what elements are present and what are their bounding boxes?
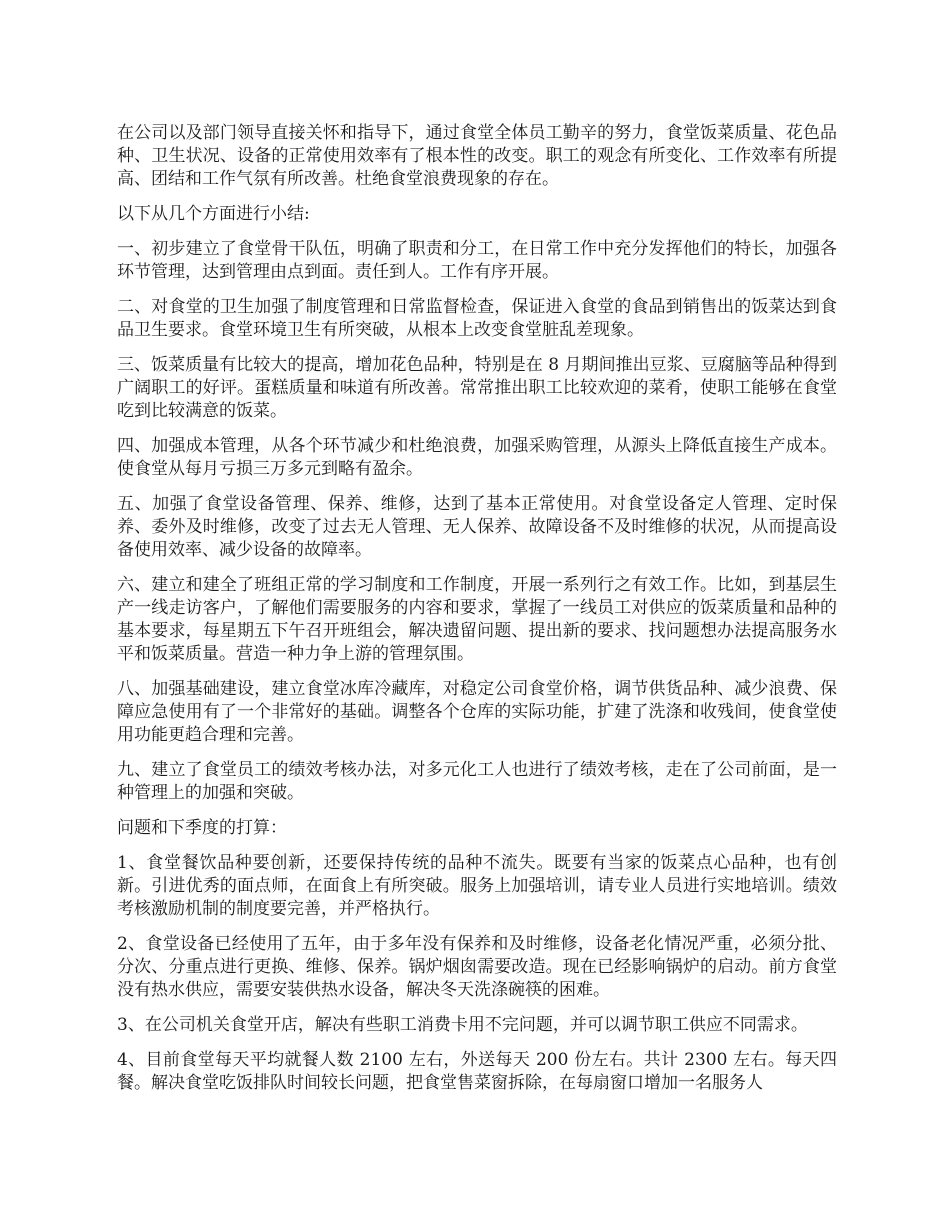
- summary-heading: 以下从几个方面进行小结:: [117, 204, 310, 224]
- document-body: [117, 122, 837, 1107]
- plan-3-paragraph: 3、在公司机关食堂开店，解决有些职工消费卡用不完问题，并可以调节职工供应不同需求。: [117, 1015, 808, 1035]
- item-6-paragraph: 六、建立和建全了班组正常的学习制度和工作制度，开展一系列行之有效工作。比如，到基层生产一线走访客户，了解他们需要服务的内容和要求，掌握了一线员工对供应的饭菜质量和品种的基本要求，每星期五下午召开班组会，解决遗留问题、提出新的要求、找问题想办法提高服务水平和饭菜质量。营造一种力争上游的管理氛围。: [117, 575, 837, 664]
- item-3-paragraph: 三、饭菜质量有比较大的提高，增加花色品种，特别是在 8 月期间推出豆浆、豆腐脑等品种得到广阔职工的好评。蛋糕质量和味道有所改善。常常推出职工比较欢迎的菜肴，使职工能够在食堂吃到比较满意的饭菜。: [117, 355, 837, 421]
- plan-4-paragraph: 4、目前食堂每天平均就餐人数 2100 左右，外送每天 200 份左右。共计 2300 左右。每天四餐。解决食堂吃饭排队时间较长问题，把食堂售菜窗拆除，在每扇窗口增加一名服务人: [117, 1050, 837, 1093]
- item-9-paragraph: 九、建立了食堂员工的绩效考核办法，对多元化工人也进行了绩效考核，走在了公司前面，是一种管理上的加强和突破。: [117, 760, 837, 803]
- item-8-paragraph: 八、加强基础建设，建立食堂冰库冷藏库，对稳定公司食堂价格，调节供货品种、减少浪费、保障应急使用有了一个非常好的基础。调整各个仓库的实际功能，扩建了洗涤和收残间，使食堂使用功能更趋合理和完善。: [117, 679, 837, 745]
- item-1-paragraph: 一、初步建立了食堂骨干队伍，明确了职责和分工，在日常工作中充分发挥他们的特长，加强各环节管理，达到管理由点到面。责任到人。工作有序开展。: [117, 239, 837, 282]
- item-5-paragraph: 五、加强了食堂设备管理、保养、维修，达到了基本正常使用。对食堂设备定人管理、定时保养、委外及时维修，改变了过去无人管理、无人保养、故障设备不及时维修的状况，从而提高设备使用效率、减少设备的故障率。: [117, 494, 837, 560]
- intro-paragraph: 在公司以及部门领导直接关怀和指导下，通过食堂全体员工勤辛的努力，食堂饭菜质量、花色品种、卫生状况、设备的正常使用效率有了根本性的改变。职工的观念有所变化、工作效率有所提高、团结和工作气氛有所改善。杜绝食堂浪费现象的存在。: [117, 123, 837, 189]
- plans-heading: 问题和下季度的打算：: [117, 818, 287, 838]
- plan-2-paragraph: 2、食堂设备已经使用了五年，由于多年没有保养和及时维修，设备老化情况严重，必须分批、分次、分重点进行更换、维修、保养。锅炉烟囱需要改造。现在已经影响锅炉的启动。前方食堂没有热水供应，需要安装供热水设备，解决冬天洗涤碗筷的困难。: [117, 934, 837, 1000]
- item-2-paragraph: 二、对食堂的卫生加强了制度管理和日常监督检查，保证进入食堂的食品到销售出的饭菜达到食品卫生要求。食堂环境卫生有所突破，从根本上改变食堂脏乱差现象。: [117, 297, 837, 340]
- plan-1-paragraph: 1、食堂餐饮品种要创新，还要保持传统的品种不流失。既要有当家的饭菜点心品种，也有创新。引进优秀的面点师，在面食上有所突破。服务上加强培训，请专业人员进行实地培训。绩效考核激励机制的制度要完善，并严格执行。: [117, 853, 837, 919]
- item-4-paragraph: 四、加强成本管理，从各个环节减少和杜绝浪费，加强采购管理，从源头上降低直接生产成本。使食堂从每月亏损三万多元到略有盈余。: [117, 436, 837, 479]
